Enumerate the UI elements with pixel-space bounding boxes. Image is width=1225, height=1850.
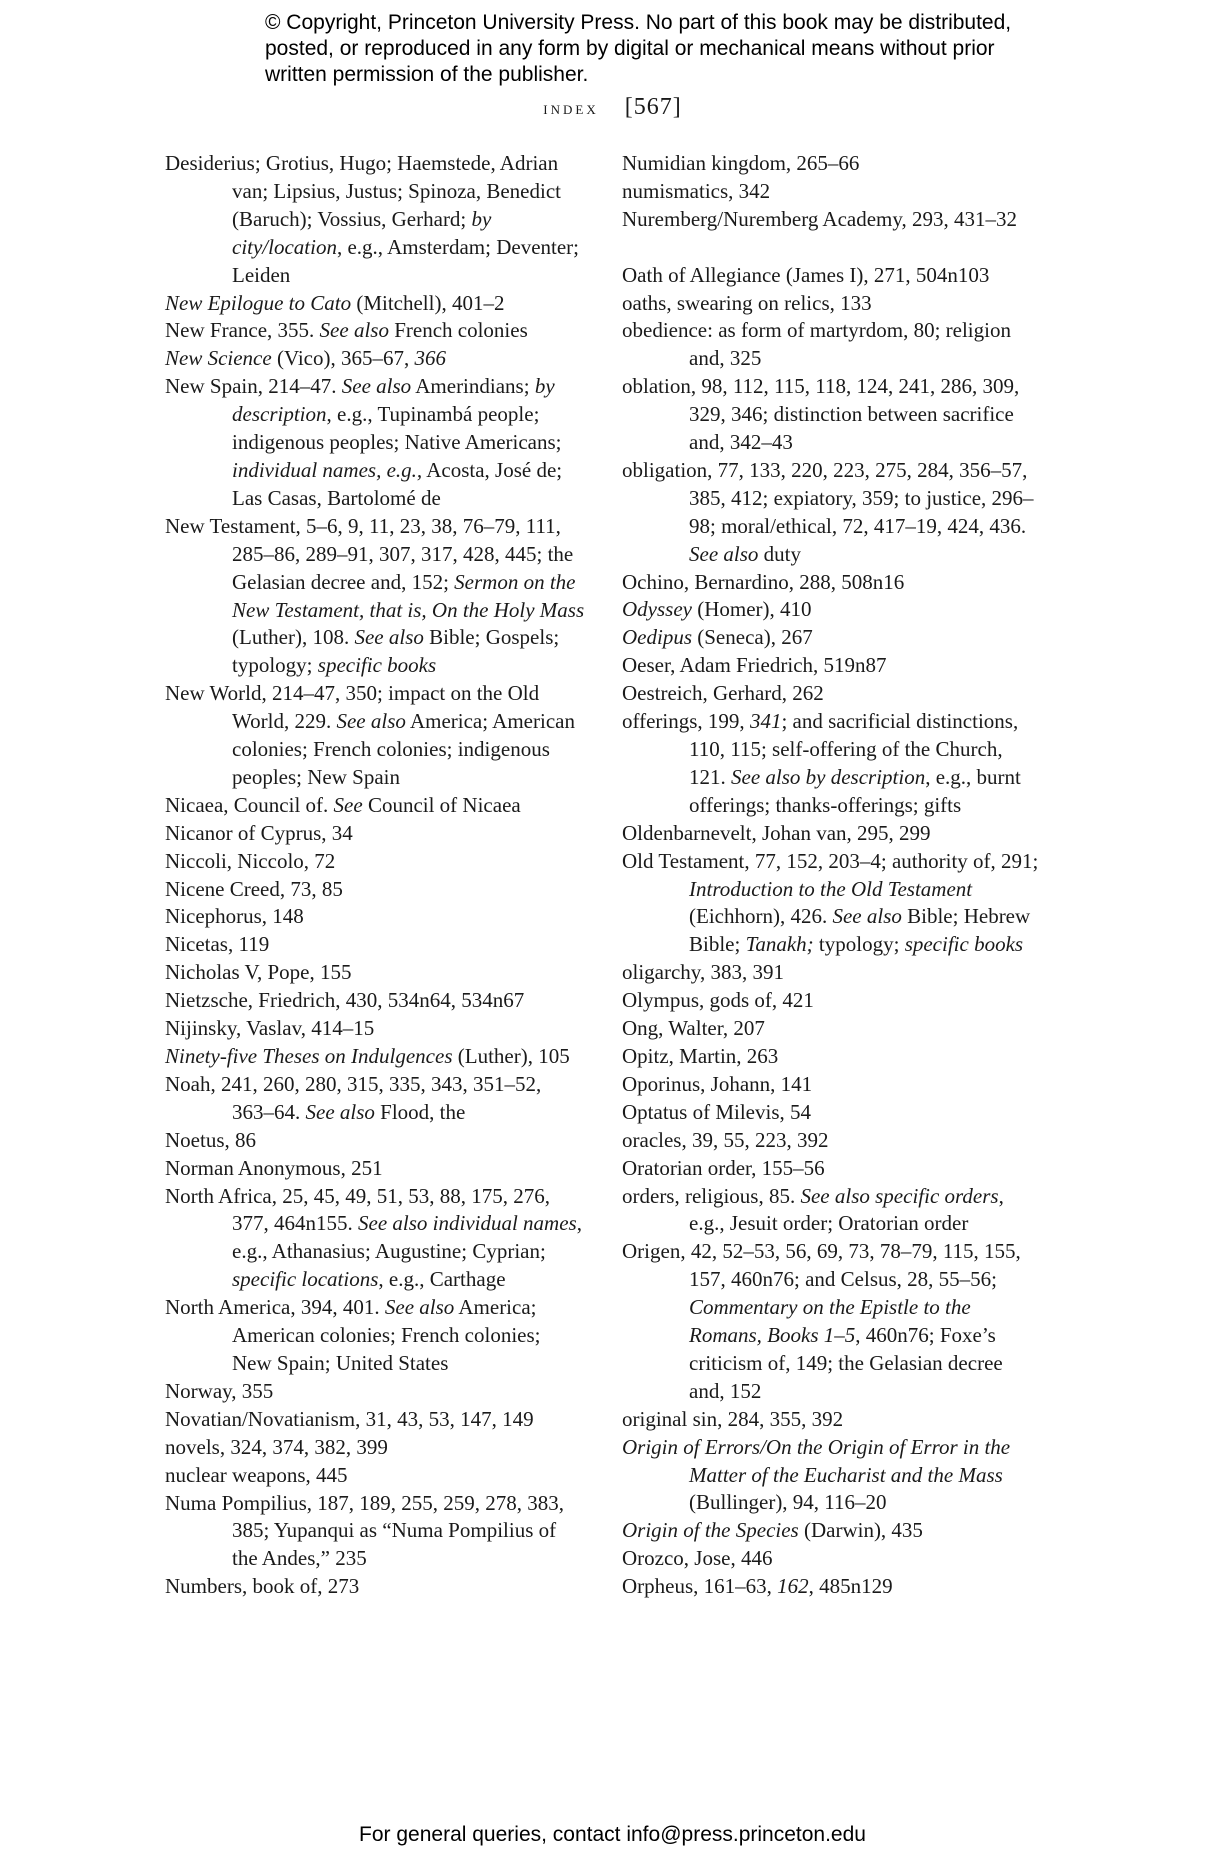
entry-text: (Luther), 108. (232, 625, 355, 650)
entry-italic-text: 162 (777, 1574, 809, 1599)
index-entry (622, 1127, 1042, 1155)
index-entry (622, 1015, 1042, 1043)
entry-text: , 485n129 (808, 1574, 893, 1599)
entry-text: Oestreich, Gerhard, 262 (622, 681, 824, 706)
footer-contact: For general queries, contact info@press.princeton.edu (359, 1823, 866, 1846)
entry-italic-text: See also (305, 1099, 375, 1124)
entry-text: Noah, 241, 260, 280, 315, 335, 343, 351–52, 363–64. (165, 1071, 542, 1124)
copyright-notice: © Copyright, Princeton University Press. No part of this book may be distributed, posted, or reproduced in any form by digital or mechanical means without prior written permission of the publisher. (265, 11, 1012, 86)
entry-text: (Seneca), 267 (692, 625, 813, 650)
entry-italic-text: See also (319, 318, 389, 343)
entry-text: Nicetas, 119 (165, 932, 270, 957)
entry-text: Niccoli, Niccolo, 72 (165, 848, 336, 873)
entry-text: America; American colonies; French colonies; New Spain; United States (232, 1295, 541, 1375)
entry-text: Oratorian order, 155–56 (622, 1155, 825, 1180)
running-head (0, 94, 1225, 121)
index-entry (622, 848, 1042, 960)
entry-text: Nicholas V, Pope, 155 (165, 960, 352, 985)
entry-text: Nijinsky, Vaslav, 414–15 (165, 1016, 375, 1041)
entry-italic-text: Tanakh; (745, 932, 814, 957)
entry-text: North Africa, 25, 45, 49, 51, 53, 88, 175, 276, 377, 464n155. (165, 1183, 550, 1236)
entry-italic-text: specific books (904, 932, 1024, 957)
index-entry (622, 457, 1042, 569)
entry-italic-text: Origin of the Species (622, 1518, 799, 1543)
index-entry (622, 1071, 1042, 1099)
entry-italic-text: by city/location (232, 206, 492, 259)
index-entry (622, 150, 1042, 178)
index-entry (165, 513, 585, 680)
index-entry (622, 959, 1042, 987)
entry-italic-text: See also (354, 625, 424, 650)
entry-text: Noetus, 86 (165, 1127, 256, 1152)
entry-text: Bible; Hebrew Bible; (689, 904, 1031, 957)
entry-text: Oporinus, Johann, 141 (622, 1071, 813, 1096)
index-entry (165, 317, 585, 345)
entry-italic-text: Odyssey (622, 597, 692, 622)
index-entry (622, 206, 1042, 234)
index-entry (622, 987, 1042, 1015)
entry-text: Bible; Gospels; typology; (232, 625, 560, 678)
entry-text: obedience: as form of martyrdom, 80; religion and, 325 (622, 318, 1011, 371)
entry-text: Council of Nicaea (362, 792, 521, 817)
index-entry (165, 1573, 585, 1601)
entry-italic-text: See also (341, 374, 412, 399)
entry-text: , e.g., Athanasius; Augustine; Cyprian; (232, 1211, 582, 1264)
entry-text: Olympus, gods of, 421 (622, 988, 814, 1013)
entry-italic-text: See also (689, 541, 759, 566)
entry-text: Amerindians; (411, 374, 535, 399)
entry-text: New Testament, 5–6, 9, 11, 23, 38, 76–79, 111, 285–86, 289–91, 307, 317, 428, 445; the Gelasian decree and, 152; (165, 513, 574, 594)
index-entry (165, 1155, 585, 1183)
entry-text: Desiderius; Grotius, Hugo; Haemstede, Adrian van; Lipsius, Justus; Spinoza, Benedict (Baruch); Vossius, Gerhard; (165, 151, 561, 231)
index-entry (165, 290, 585, 318)
entry-text: typology; (813, 932, 905, 957)
entry-text: New France, 355. (165, 318, 320, 343)
entry-text: , e.g., Jesuit order; Oratorian order (689, 1183, 1004, 1236)
entry-text: Novatian/Novatianism, 31, 43, 53, 147, 149 (165, 1406, 534, 1431)
entry-text: Nicanor of Cyprus, 34 (165, 820, 353, 845)
entry-text: numismatics, 342 (622, 178, 771, 203)
index-entry (622, 317, 1042, 373)
index-entry (165, 1015, 585, 1043)
entry-text: Numidian kingdom, 265–66 (622, 151, 860, 175)
entry-text: Orozco, Jose, 446 (622, 1546, 773, 1571)
entry-text: oligarchy, 383, 391 (622, 960, 784, 985)
entry-text: (Mitchell), 401–2 (351, 290, 505, 315)
index-entry (622, 1155, 1042, 1183)
entry-text: Origen, 42, 52–53, 56, 69, 73, 78–79, 115, 155, 157, 460n76; and Celsus, 28, 55–56; (622, 1239, 1021, 1292)
index-entry (165, 1071, 585, 1127)
index-entry (622, 596, 1042, 624)
entry-italic-text: See also (832, 904, 902, 929)
index-entry (622, 1517, 1042, 1545)
index-entry (622, 624, 1042, 652)
entry-text: original sin, 284, 355, 392 (622, 1406, 844, 1431)
index-entry (165, 931, 585, 959)
entry-text: ; and sacrificial distinctions, 110, 115; self-offering of the Church, 121. (689, 709, 1019, 789)
index-entry (622, 820, 1042, 848)
entry-text: Ong, Walter, 207 (622, 1016, 765, 1041)
index-entry (165, 876, 585, 904)
index-entry (622, 569, 1042, 597)
entry-text: Opitz, Martin, 263 (622, 1043, 779, 1068)
entry-italic-text: See (333, 792, 363, 817)
index-entry (165, 680, 585, 792)
entry-text: Optatus of Milevis, 54 (622, 1099, 811, 1124)
index-entry (165, 373, 585, 513)
index-entry (165, 987, 585, 1015)
entry-text: (Vico), 365–67, (271, 346, 415, 371)
entry-italic-text: Origin of Errors/On the Origin of Error in the Matter of the Eucharist and the Mass (622, 1434, 1011, 1487)
index-entry (622, 680, 1042, 708)
index-entry (622, 1573, 1042, 1601)
index-entry (622, 373, 1042, 457)
entry-italic-text: Commentary on the Epistle to the Romans, Books 1–5 (689, 1295, 971, 1348)
entry-italic-text: Introduction to the Old Testament (689, 876, 973, 901)
index-entry (165, 345, 585, 373)
entry-italic-text: New Epilogue to Cato (165, 290, 352, 315)
entry-text: (Darwin), 435 (798, 1518, 923, 1543)
entry-italic-text: 366 (414, 346, 446, 371)
index-entry (622, 1099, 1042, 1127)
index-entry (165, 1434, 585, 1462)
entry-italic-text: See also by description (731, 764, 926, 789)
entry-italic-text: See also (384, 1295, 455, 1320)
entry-italic-text: by description (232, 374, 555, 427)
entry-text: , e.g., Amsterdam; Deventer; Leiden (232, 234, 579, 287)
index-column-right (622, 150, 1042, 1601)
index-entry (165, 150, 585, 290)
entry-text: , 460n76; Foxe’s criticism of, 149; the Gelasian decree and, 152 (689, 1323, 1003, 1403)
entry-italic-text: See also specific orders (800, 1183, 999, 1208)
entry-italic-text: Oedipus (622, 625, 692, 650)
index-entry (165, 792, 585, 820)
index-entry (622, 708, 1042, 820)
entry-text: Oeser, Adam Friedrich, 519n87 (622, 653, 887, 678)
entry-text: oblation, 98, 112, 115, 118, 124, 241, 286, 309, 329, 346; distinction between sacrifice and, 342–43 (622, 374, 1020, 455)
entry-text: Norway, 355 (165, 1378, 274, 1403)
index-entry (165, 1490, 585, 1574)
index-column-left (165, 150, 585, 1601)
entry-italic-text: 341 (749, 709, 782, 734)
entry-text: Nietzsche, Friedrich, 430, 534n64, 534n67 (165, 988, 525, 1013)
entry-text: obligation, 77, 133, 220, 223, 275, 284, 356–57, 385, 412; expiatory, 359; to justice, 296–98; moral/ethical, 72, 417–19, 424, 436. (622, 457, 1034, 538)
entry-text: Acosta, José de; Las Casas, Bartolomé de (232, 457, 563, 510)
entry-text: America; American colonies; French colonies; indigenous peoples; New Spain (232, 709, 575, 789)
entry-italic-text: Sermon on the New Testament, that is, On the Holy Mass (232, 569, 585, 622)
index-entry (165, 1294, 585, 1378)
entry-text: Nuremberg/Nuremberg Academy, 293, 431–32 (622, 206, 1018, 231)
index-entry (165, 1462, 585, 1490)
entry-text: Nicene Creed, 73, 85 (165, 876, 343, 901)
entry-italic-text: Ninety-five Theses on Indulgences (165, 1044, 453, 1068)
entry-text: nuclear weapons, 445 (165, 1462, 348, 1487)
entry-text: Ochino, Bernardino, 288, 508n16 (622, 569, 905, 594)
entry-text: Oldenbarnevelt, Johan van, 295, 299 (622, 820, 931, 845)
entry-text: Numbers, book of, 273 (165, 1574, 360, 1599)
entry-text: orders, religious, 85. (622, 1183, 801, 1208)
entry-text: New World, 214–47, 350; impact on the Old World, 229. (165, 681, 540, 734)
index-entry (165, 848, 585, 876)
index-entry (165, 1406, 585, 1434)
entry-italic-text: See also (336, 709, 406, 734)
index-entry (622, 178, 1042, 206)
index-entry (165, 959, 585, 987)
entry-text: , e.g., Tupinambá people; indigenous peoples; Native Americans; (232, 402, 562, 455)
entry-text: Orpheus, 161–63, (622, 1574, 778, 1599)
entry-italic-text: specific locations (232, 1267, 379, 1292)
entry-italic-text: See also individual names (358, 1211, 577, 1236)
entry-text: Nicephorus, 148 (165, 904, 304, 929)
entry-text: New Spain, 214–47. (165, 374, 342, 399)
entry-text: (Bullinger), 94, 116–20 (689, 1490, 887, 1515)
index-entry (622, 1406, 1042, 1434)
entry-text: French colonies (388, 318, 528, 343)
index-entry (622, 1545, 1042, 1573)
index-entry (622, 1238, 1042, 1405)
entry-text: Nicaea, Council of. (165, 792, 334, 817)
index-entry (165, 1378, 585, 1406)
index-entry (165, 1183, 585, 1295)
entry-text: Flood, the (374, 1099, 466, 1124)
index-entry (622, 1434, 1042, 1518)
index-entry (622, 262, 1042, 290)
entry-text: Numa Pompilius, 187, 189, 255, 259, 278, 383, 385; Yupanqui as “Numa Pompilius of the Andes,” 235 (165, 1490, 565, 1571)
entry-text: Oath of Allegiance (James I), 271, 504n103 (622, 262, 990, 287)
entry-text: , e.g., Carthage (378, 1267, 506, 1292)
entry-italic-text: specific books (317, 653, 437, 678)
index-entry (165, 820, 585, 848)
index-entry (622, 1183, 1042, 1239)
index-entry (622, 290, 1042, 318)
index-entry (165, 1127, 585, 1155)
index-entry (165, 1043, 585, 1071)
page-number: [567] (624, 94, 682, 120)
entry-text: , e.g., burnt offerings; thanks-offerings; gifts (689, 764, 1021, 817)
entry-text: offerings, 199, (622, 709, 750, 734)
entry-text: Norman Anonymous, 251 (165, 1155, 383, 1180)
entry-text: (Eichhorn), 426. (689, 904, 833, 929)
entry-text: oaths, swearing on relics, 133 (622, 290, 872, 315)
entry-text: (Homer), 410 (691, 597, 812, 622)
index-entry (165, 903, 585, 931)
index-entry (622, 652, 1042, 680)
entry-italic-text: individual names, e.g., (232, 457, 423, 482)
entry-text: oracles, 39, 55, 223, 392 (622, 1127, 829, 1152)
index-entry (622, 1043, 1042, 1071)
entry-text: duty (758, 541, 801, 566)
running-head-label: index (543, 98, 599, 119)
entry-text: Old Testament, 77, 152, 203–4; authority of, 291; (622, 848, 1039, 873)
entry-text: novels, 324, 374, 382, 399 (165, 1434, 388, 1459)
entry-text: (Luther), 105 (452, 1044, 570, 1068)
entry-italic-text: New Science (165, 346, 272, 371)
entry-text: North America, 394, 401. (165, 1295, 385, 1320)
